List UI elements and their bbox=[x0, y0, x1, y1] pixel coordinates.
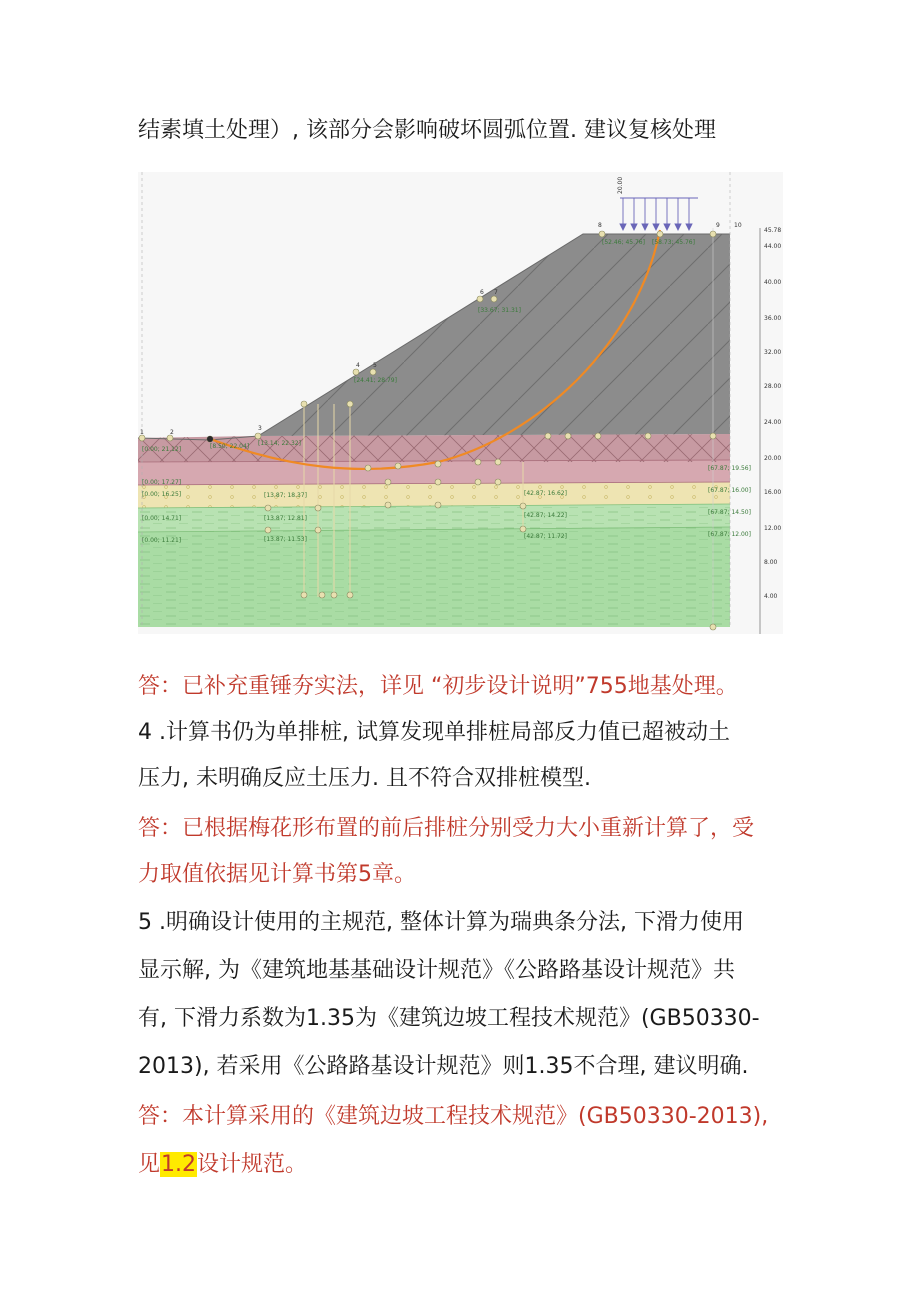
svg-text:8.00: 8.00 bbox=[764, 559, 778, 566]
svg-text:6: 6 bbox=[480, 289, 484, 296]
svg-text:[33.67; 31.31]: [33.67; 31.31] bbox=[478, 307, 521, 314]
svg-text:[0.00; 11.21]: [0.00; 11.21] bbox=[142, 537, 182, 544]
highlighted-section-number: 1.2 bbox=[161, 1152, 197, 1177]
svg-text:3: 3 bbox=[258, 425, 262, 432]
layer-sand-hatch bbox=[138, 482, 730, 508]
svg-text:20.00: 20.00 bbox=[764, 455, 782, 462]
svg-text:24.00: 24.00 bbox=[764, 419, 782, 426]
svg-text:[52.46; 45.76]: [52.46; 45.76] bbox=[602, 239, 645, 246]
svg-text:[42.87; 16.62]: [42.87; 16.62] bbox=[524, 490, 567, 497]
svg-text:[0.00; 16.25]: [0.00; 16.25] bbox=[142, 491, 182, 498]
answer-4-line-1: 答：已根据梅花形布置的前后排桩分别受力大小重新计算了，受 bbox=[138, 816, 755, 841]
layer-green-lower-hatch bbox=[138, 527, 730, 627]
question-5-line-3: 有, 下滑力系数为1.35为《建筑边坡工程技术规范》(GB50330- bbox=[138, 1006, 760, 1031]
svg-text:[13.87; 18.37]: [13.87; 18.37] bbox=[264, 492, 307, 499]
svg-text:[0.00; 17.27]: [0.00; 17.27] bbox=[142, 479, 182, 486]
svg-text:5: 5 bbox=[373, 362, 377, 369]
svg-text:[42.87; 14.22]: [42.87; 14.22] bbox=[524, 512, 567, 519]
slope-section-svg bbox=[138, 172, 783, 634]
question-5-line-1: 5 .明确设计使用的主规范, 整体计算为瑞典条分法, 下滑力使用 bbox=[138, 910, 744, 935]
svg-text:28.00: 28.00 bbox=[764, 383, 782, 390]
svg-text:2: 2 bbox=[170, 429, 174, 436]
svg-text:4: 4 bbox=[356, 362, 360, 369]
svg-text:8: 8 bbox=[598, 222, 602, 229]
svg-text:4.00: 4.00 bbox=[764, 593, 778, 600]
top-line: 结素填土处理）, 该部分会影响破坏圆弧位置. 建议复核处理 bbox=[138, 118, 716, 143]
slope-stability-figure bbox=[138, 172, 783, 634]
question-5-line-4: 2013), 若采用《公路路基设计规范》则1.35不合理, 建议明确. bbox=[138, 1054, 749, 1079]
svg-text:[58.73; 45.76]: [58.73; 45.76] bbox=[652, 239, 695, 246]
svg-text:[67.87; 14.50]: [67.87; 14.50] bbox=[708, 509, 751, 516]
svg-text:[0.00; 14.71]: [0.00; 14.71] bbox=[142, 515, 182, 522]
svg-text:12.00: 12.00 bbox=[764, 525, 782, 532]
svg-text:32.00: 32.00 bbox=[764, 349, 782, 356]
highlight-node bbox=[207, 436, 213, 442]
question-4-line-2: 压力, 未明确反应土压力. 且不符合双排桩模型. bbox=[138, 766, 591, 791]
svg-text:[67.87; 16.00]: [67.87; 16.00] bbox=[708, 487, 751, 494]
answer-5-prefix: 见 bbox=[138, 1152, 161, 1177]
svg-text:[42.87; 11.72]: [42.87; 11.72] bbox=[524, 533, 567, 540]
svg-text:[13.14; 22.32]: [13.14; 22.32] bbox=[258, 440, 301, 447]
svg-text:9: 9 bbox=[716, 222, 720, 229]
svg-text:7: 7 bbox=[494, 289, 498, 296]
svg-text:[67.87; 19.56]: [67.87; 19.56] bbox=[708, 465, 751, 472]
svg-text:1: 1 bbox=[140, 429, 144, 436]
answer-5-line-1: 答：本计算采用的《建筑边坡工程技术规范》(GB50330-2013), bbox=[138, 1104, 769, 1129]
svg-text:36.00: 36.00 bbox=[764, 315, 782, 322]
answer-4-line-2: 力取值依据见计算书第5章。 bbox=[138, 862, 416, 887]
svg-text:[67.87; 12.00]: [67.87; 12.00] bbox=[708, 531, 751, 538]
question-5-line-2: 显示解, 为《建筑地基基础设计规范》《公路路基设计规范》共 bbox=[138, 958, 735, 983]
svg-text:[24.41; 28.79]: [24.41; 28.79] bbox=[354, 377, 397, 384]
svg-text:[0.00; 21.12]: [0.00; 21.12] bbox=[142, 446, 182, 453]
svg-text:40.00: 40.00 bbox=[764, 279, 782, 286]
load-value-label: 20.00 bbox=[617, 176, 624, 194]
svg-text:16.00: 16.00 bbox=[764, 489, 782, 496]
svg-text:10: 10 bbox=[734, 222, 742, 229]
answer-3: 答：已补充重锤夯实法，详见 “初步设计说明”755地基处理。 bbox=[138, 674, 738, 699]
svg-text:[13.87; 11.53]: [13.87; 11.53] bbox=[264, 536, 307, 543]
svg-text:44.00: 44.00 bbox=[764, 243, 782, 250]
answer-5-line-2 bbox=[138, 1150, 307, 1180]
question-4-line-1: 4 .计算书仍为单排桩, 试算发现单排桩局部反力值已超被动土 bbox=[138, 720, 730, 745]
svg-text:[13.87; 12.81]: [13.87; 12.81] bbox=[264, 515, 307, 522]
answer-5-suffix: 设计规范。 bbox=[197, 1152, 308, 1177]
svg-text:[8.50; 22.04]: [8.50; 22.04] bbox=[210, 443, 250, 450]
svg-text:45.78: 45.78 bbox=[764, 227, 782, 234]
